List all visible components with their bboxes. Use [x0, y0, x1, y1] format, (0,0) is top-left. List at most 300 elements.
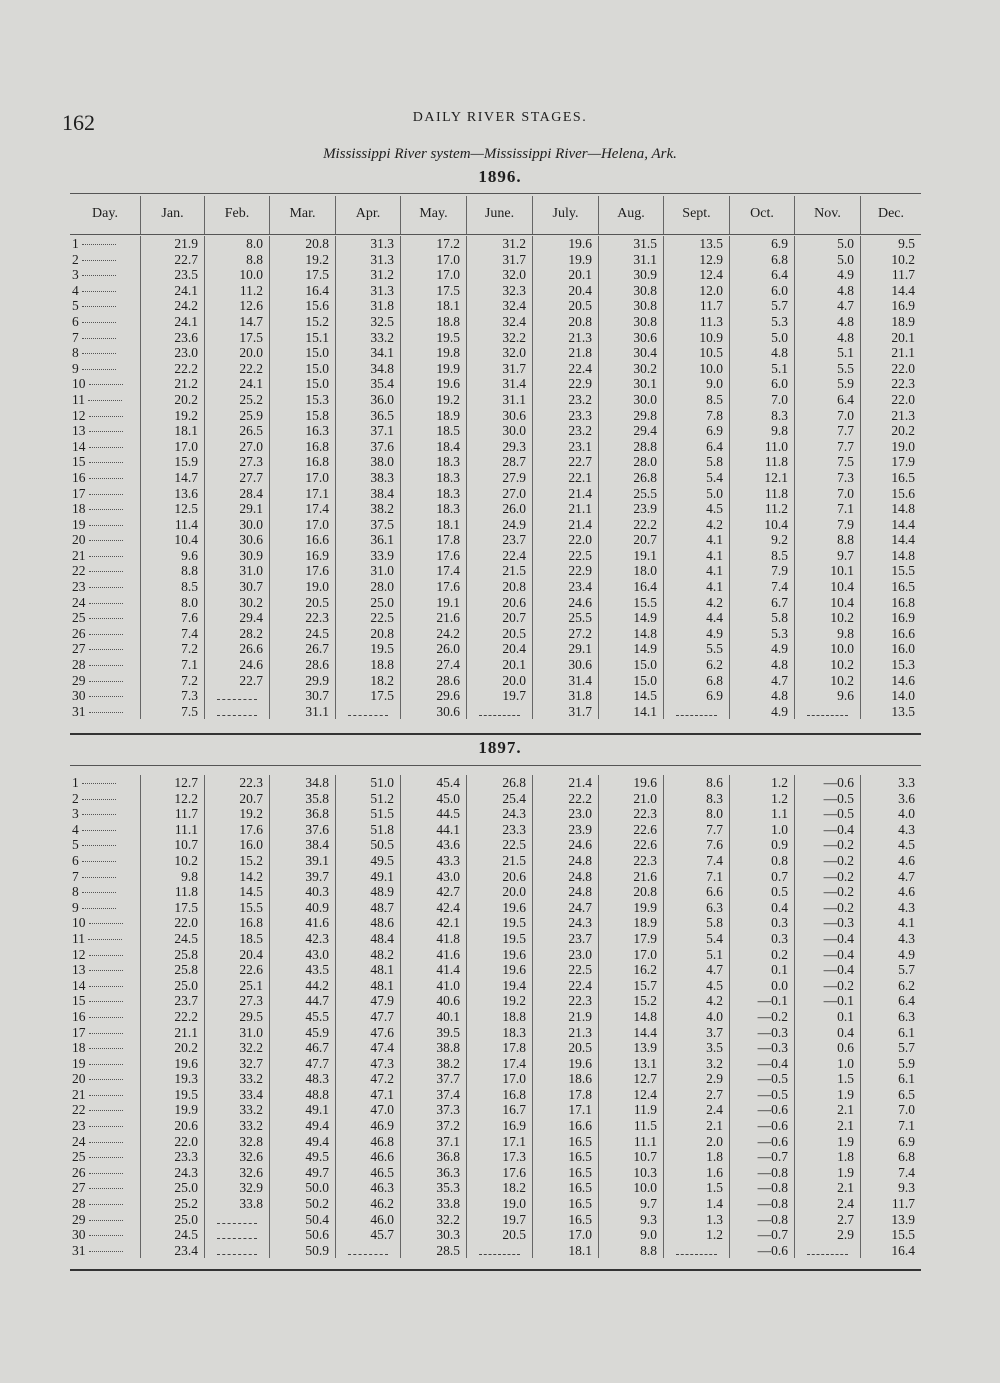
day-number: 10 — [72, 376, 86, 392]
stage-cell-sep: 8.6 — [663, 775, 729, 791]
table-row — [70, 236, 921, 252]
stage-cell-jul: 20.5 — [532, 1040, 598, 1056]
leader-dots — [89, 1142, 123, 1143]
stage-cell-aug: 10.7 — [598, 1149, 663, 1165]
stage-cell-mar: 45.5 — [269, 1009, 335, 1025]
stage-cell-feb: 19.2 — [204, 806, 269, 822]
table-bottom-rule — [70, 1269, 921, 1271]
stage-cell-sep: 12.4 — [663, 267, 729, 283]
day-number: 17 — [72, 485, 86, 501]
stage-cell-apr: 20.8 — [335, 626, 400, 642]
stage-cell-apr: 46.8 — [335, 1134, 400, 1150]
stage-cell-may: 39.5 — [400, 1025, 466, 1041]
stage-cell-jan: 7.3 — [140, 688, 204, 704]
blank-cell — [663, 1243, 729, 1259]
stage-cell-jun: 19.6 — [466, 962, 532, 978]
leader-dots — [89, 431, 123, 432]
stage-cell-jul: 24.8 — [532, 853, 598, 869]
leader-dots — [89, 1173, 123, 1174]
table-row — [70, 1165, 921, 1181]
stage-cell-sep: 8.0 — [663, 806, 729, 822]
day-cell — [70, 837, 140, 853]
stage-cell-jun: 22.5 — [466, 837, 532, 853]
stage-cell-oct: —0.6 — [729, 1243, 794, 1259]
day-number: 12 — [72, 407, 86, 423]
stage-cell-jan: 25.0 — [140, 978, 204, 994]
table-row — [70, 1040, 921, 1056]
stage-cell-mar: 20.8 — [269, 236, 335, 252]
column-header-feb: Feb. — [204, 196, 269, 234]
stage-cell-mar: 17.5 — [269, 267, 335, 283]
day-cell — [70, 900, 140, 916]
stage-cell-aug: 11.9 — [598, 1102, 663, 1118]
day-number: 14 — [72, 977, 86, 993]
leader-dots — [89, 1017, 123, 1018]
stage-cell-jan: 20.2 — [140, 1040, 204, 1056]
stage-cell-mar: 24.5 — [269, 626, 335, 642]
stage-cell-may: 43.3 — [400, 853, 466, 869]
day-cell — [70, 993, 140, 1009]
day-cell — [70, 517, 140, 533]
stage-cell-mar: 49.1 — [269, 1102, 335, 1118]
stage-cell-jul: 22.3 — [532, 993, 598, 1009]
stage-cell-jul: 22.4 — [532, 978, 598, 994]
leader-dots — [89, 494, 123, 495]
stage-cell-jul: 17.1 — [532, 1102, 598, 1118]
stage-cell-apr: 45.7 — [335, 1227, 400, 1243]
stage-cell-oct: —0.7 — [729, 1227, 794, 1243]
stage-cell-sep: 6.6 — [663, 884, 729, 900]
stage-cell-jun: 17.6 — [466, 1165, 532, 1181]
day-number: 14 — [72, 438, 86, 454]
day-cell — [70, 486, 140, 502]
leader-dots — [89, 649, 123, 650]
stage-cell-may: 18.3 — [400, 501, 466, 517]
blank-cell — [466, 704, 532, 720]
day-cell — [70, 314, 140, 330]
stage-cell-may: 24.2 — [400, 626, 466, 642]
day-number: 4 — [72, 821, 79, 837]
stage-cell-jan: 20.2 — [140, 392, 204, 408]
stage-cell-nov: 5.0 — [794, 236, 860, 252]
stage-cell-aug: 31.1 — [598, 252, 663, 268]
stage-cell-may: 30.3 — [400, 1227, 466, 1243]
stage-cell-nov: 2.1 — [794, 1102, 860, 1118]
stage-cell-jun: 32.3 — [466, 283, 532, 299]
stage-cell-dec: 14.0 — [860, 688, 921, 704]
table-row — [70, 563, 921, 579]
stage-cell-aug: 15.0 — [598, 657, 663, 673]
stage-cell-mar: 50.2 — [269, 1196, 335, 1212]
stage-cell-oct: 0.9 — [729, 837, 794, 853]
day-cell — [70, 1009, 140, 1025]
stage-cell-feb: 8.0 — [204, 236, 269, 252]
stage-cell-may: 19.9 — [400, 361, 466, 377]
stage-cell-jul: 30.6 — [532, 657, 598, 673]
stage-cell-jun: 20.6 — [466, 869, 532, 885]
stage-cell-mar: 17.1 — [269, 486, 335, 502]
table-row — [70, 595, 921, 611]
stage-cell-aug: 18.9 — [598, 915, 663, 931]
stage-cell-jan: 22.2 — [140, 1009, 204, 1025]
section-1897-top-rule — [70, 765, 921, 766]
stage-cell-dec: 16.8 — [860, 595, 921, 611]
stage-cell-mar: 31.1 — [269, 704, 335, 720]
stage-cell-feb: 32.6 — [204, 1165, 269, 1181]
stage-cell-aug: 22.6 — [598, 837, 663, 853]
stage-cell-jan: 10.4 — [140, 532, 204, 548]
stage-cell-jul: 23.9 — [532, 822, 598, 838]
stage-cell-nov: 10.4 — [794, 579, 860, 595]
stage-cell-may: 19.5 — [400, 330, 466, 346]
leader-dots — [82, 306, 116, 307]
stage-cell-aug: 17.9 — [598, 931, 663, 947]
stage-cell-sep: 4.1 — [663, 563, 729, 579]
stage-cell-oct: 0.3 — [729, 931, 794, 947]
stage-cell-sep: 6.4 — [663, 439, 729, 455]
stage-cell-jun: 20.0 — [466, 884, 532, 900]
stage-cell-jun: 26.0 — [466, 501, 532, 517]
stage-cell-sep: 2.4 — [663, 1102, 729, 1118]
stage-cell-nov: 7.5 — [794, 454, 860, 470]
day-cell — [70, 884, 140, 900]
stage-cell-oct: 4.8 — [729, 345, 794, 361]
stage-cell-jan: 10.2 — [140, 853, 204, 869]
stage-cell-mar: 15.1 — [269, 330, 335, 346]
stage-cell-mar: 17.0 — [269, 470, 335, 486]
stage-cell-aug: 31.5 — [598, 236, 663, 252]
leader-dots — [89, 556, 123, 557]
day-cell — [70, 853, 140, 869]
stage-cell-sep: 5.5 — [663, 641, 729, 657]
stage-cell-sep: 3.5 — [663, 1040, 729, 1056]
stage-cell-jul: 16.5 — [532, 1212, 598, 1228]
table-row — [70, 1243, 921, 1259]
stage-cell-nov: —0.4 — [794, 947, 860, 963]
stage-cell-aug: 29.8 — [598, 408, 663, 424]
stage-cell-apr: 46.6 — [335, 1149, 400, 1165]
stage-cell-aug: 22.3 — [598, 806, 663, 822]
stage-cell-aug: 30.2 — [598, 361, 663, 377]
day-number: 7 — [72, 868, 79, 884]
stage-cell-jan: 15.9 — [140, 454, 204, 470]
stage-cell-apr: 19.5 — [335, 641, 400, 657]
day-cell — [70, 641, 140, 657]
stage-cell-apr: 28.0 — [335, 579, 400, 595]
stage-cell-jun: 27.9 — [466, 470, 532, 486]
stage-cell-oct: 6.0 — [729, 283, 794, 299]
stage-cell-aug: 25.5 — [598, 486, 663, 502]
day-cell — [70, 1087, 140, 1103]
stage-cell-jul: 20.1 — [532, 267, 598, 283]
table-row — [70, 626, 921, 642]
stage-cell-oct: 6.9 — [729, 236, 794, 252]
stage-cell-dec: 6.3 — [860, 1009, 921, 1025]
stage-cell-feb: 16.8 — [204, 915, 269, 931]
stage-cell-may: 37.1 — [400, 1134, 466, 1150]
leader-dots — [89, 986, 123, 987]
table-row — [70, 806, 921, 822]
stage-cell-dec: 14.8 — [860, 501, 921, 517]
leader-dots — [88, 939, 122, 940]
stage-cell-mar: 45.9 — [269, 1025, 335, 1041]
stage-cell-oct: 6.8 — [729, 252, 794, 268]
stage-cell-feb: 17.6 — [204, 822, 269, 838]
stage-cell-nov: 1.9 — [794, 1165, 860, 1181]
stage-cell-nov: —0.2 — [794, 869, 860, 885]
stage-cell-jun: 19.0 — [466, 1196, 532, 1212]
leader-dots — [89, 540, 123, 541]
blank-cell — [466, 1243, 532, 1259]
stage-cell-nov: 9.8 — [794, 626, 860, 642]
stage-cell-may: 18.3 — [400, 454, 466, 470]
stage-cell-dec: 22.0 — [860, 392, 921, 408]
stage-cell-oct: 1.0 — [729, 822, 794, 838]
leader-dots — [89, 970, 123, 971]
stage-cell-feb: 12.6 — [204, 298, 269, 314]
leader-dots — [82, 338, 116, 339]
stage-cell-apr: 47.7 — [335, 1009, 400, 1025]
table-row — [70, 869, 921, 885]
stage-cell-mar: 19.2 — [269, 252, 335, 268]
table-row — [70, 501, 921, 517]
stage-cell-jan: 22.0 — [140, 915, 204, 931]
stage-cell-sep: 4.9 — [663, 626, 729, 642]
stage-cell-jan: 7.2 — [140, 673, 204, 689]
stage-cell-sep: 3.2 — [663, 1056, 729, 1072]
stage-cell-sep: 10.0 — [663, 361, 729, 377]
stage-cell-oct: —0.3 — [729, 1040, 794, 1056]
stage-cell-jun: 19.2 — [466, 993, 532, 1009]
header-bottom-rule — [70, 234, 921, 235]
stage-cell-nov: —0.1 — [794, 993, 860, 1009]
stage-cell-sep: 6.2 — [663, 657, 729, 673]
table-row — [70, 1149, 921, 1165]
day-cell — [70, 376, 140, 392]
stage-cell-jun: 32.4 — [466, 298, 532, 314]
stage-cell-jun: 29.3 — [466, 439, 532, 455]
stage-cell-jun: 16.7 — [466, 1102, 532, 1118]
stage-cell-dec: 7.1 — [860, 1118, 921, 1134]
stage-cell-apr: 49.5 — [335, 853, 400, 869]
stage-cell-apr: 31.3 — [335, 236, 400, 252]
stage-cell-apr: 31.8 — [335, 298, 400, 314]
stage-cell-feb: 24.6 — [204, 657, 269, 673]
stage-cell-feb: 22.2 — [204, 361, 269, 377]
stage-cell-aug: 18.0 — [598, 563, 663, 579]
stage-cell-mar: 17.6 — [269, 563, 335, 579]
table-row — [70, 641, 921, 657]
stage-cell-jan: 19.3 — [140, 1071, 204, 1087]
stage-cell-aug: 12.7 — [598, 1071, 663, 1087]
stage-cell-nov: 9.7 — [794, 548, 860, 564]
stage-cell-may: 17.8 — [400, 532, 466, 548]
day-number: 15 — [72, 454, 86, 470]
stage-cell-may: 42.7 — [400, 884, 466, 900]
leader-dots — [89, 1048, 123, 1049]
stage-cell-feb: 33.2 — [204, 1102, 269, 1118]
stage-cell-feb: 30.2 — [204, 595, 269, 611]
blank-cell — [204, 688, 269, 704]
leader-dots — [89, 1235, 123, 1236]
stage-cell-jul: 22.0 — [532, 532, 598, 548]
leader-dots — [89, 1220, 123, 1221]
table-row — [70, 931, 921, 947]
stage-cell-may: 21.6 — [400, 610, 466, 626]
stage-cell-jun: 20.0 — [466, 673, 532, 689]
stage-cell-aug: 14.1 — [598, 704, 663, 720]
day-cell — [70, 915, 140, 931]
day-number: 13 — [72, 962, 86, 978]
stage-cell-jun: 20.5 — [466, 626, 532, 642]
table-row — [70, 1180, 921, 1196]
stage-cell-sep: 4.0 — [663, 1009, 729, 1025]
stage-cell-oct: 5.8 — [729, 610, 794, 626]
table-row — [70, 1134, 921, 1150]
stage-cell-apr: 47.2 — [335, 1071, 400, 1087]
stage-cell-mar: 16.6 — [269, 532, 335, 548]
stage-cell-oct: —0.2 — [729, 1009, 794, 1025]
stage-cell-feb: 32.6 — [204, 1149, 269, 1165]
table-row — [70, 657, 921, 673]
day-cell — [70, 548, 140, 564]
stage-cell-apr: 48.2 — [335, 947, 400, 963]
stage-cell-apr: 46.3 — [335, 1180, 400, 1196]
stage-cell-aug: 23.9 — [598, 501, 663, 517]
stage-cell-jul: 23.2 — [532, 423, 598, 439]
stage-cell-aug: 11.5 — [598, 1118, 663, 1134]
table-row — [70, 884, 921, 900]
stage-cell-nov: 10.2 — [794, 673, 860, 689]
stage-cell-dec: 15.5 — [860, 1227, 921, 1243]
day-number: 17 — [72, 1024, 86, 1040]
stage-cell-nov: 7.7 — [794, 439, 860, 455]
stage-cell-jul: 22.9 — [532, 376, 598, 392]
day-number: 5 — [72, 837, 79, 853]
stage-cell-apr: 32.5 — [335, 314, 400, 330]
stage-cell-jan: 23.6 — [140, 330, 204, 346]
stage-cell-may: 43.0 — [400, 869, 466, 885]
stage-cell-jul: 20.5 — [532, 298, 598, 314]
stage-cell-apr: 51.5 — [335, 806, 400, 822]
stage-cell-nov: 5.9 — [794, 376, 860, 392]
stage-cell-jun: 23.7 — [466, 532, 532, 548]
stage-cell-dec: 18.9 — [860, 314, 921, 330]
stage-cell-nov: 7.0 — [794, 486, 860, 502]
day-number: 7 — [72, 329, 79, 345]
stage-cell-jan: 11.8 — [140, 884, 204, 900]
stage-cell-dec: 16.4 — [860, 1243, 921, 1259]
stage-cell-aug: 14.8 — [598, 1009, 663, 1025]
day-cell — [70, 947, 140, 963]
stage-cell-jul: 17.0 — [532, 1227, 598, 1243]
day-number: 5 — [72, 298, 79, 314]
stage-cell-jun: 23.3 — [466, 822, 532, 838]
stage-cell-sep: 4.2 — [663, 517, 729, 533]
stage-cell-oct: 5.0 — [729, 330, 794, 346]
stage-cell-oct: —0.6 — [729, 1118, 794, 1134]
stage-cell-oct: 6.7 — [729, 595, 794, 611]
table-row — [70, 1025, 921, 1041]
stage-cell-aug: 15.5 — [598, 595, 663, 611]
stage-cell-jul: 23.3 — [532, 408, 598, 424]
stage-cell-feb: 32.8 — [204, 1134, 269, 1150]
stage-cell-dec: 16.0 — [860, 641, 921, 657]
stage-cell-mar: 40.9 — [269, 900, 335, 916]
table-row — [70, 532, 921, 548]
stage-cell-sep: 12.0 — [663, 283, 729, 299]
stage-cell-dec: 4.6 — [860, 853, 921, 869]
stage-cell-feb: 29.4 — [204, 610, 269, 626]
table-row — [70, 376, 921, 392]
stage-cell-nov: 4.9 — [794, 267, 860, 283]
stage-cell-jan: 8.8 — [140, 563, 204, 579]
stage-cell-dec: 14.4 — [860, 283, 921, 299]
stage-cell-mar: 17.4 — [269, 501, 335, 517]
stage-cell-feb: 20.4 — [204, 947, 269, 963]
stage-cell-dec: 21.3 — [860, 408, 921, 424]
day-number: 9 — [72, 899, 79, 915]
stage-cell-jan: 19.6 — [140, 1056, 204, 1072]
day-cell — [70, 822, 140, 838]
day-cell — [70, 688, 140, 704]
stage-cell-oct: 11.2 — [729, 501, 794, 517]
stage-cell-oct: 7.9 — [729, 563, 794, 579]
stage-cell-dec: 15.6 — [860, 486, 921, 502]
stage-cell-jan: 21.2 — [140, 376, 204, 392]
leader-dots — [89, 1251, 123, 1252]
stage-cell-jan: 7.4 — [140, 626, 204, 642]
stage-cell-aug: 22.2 — [598, 517, 663, 533]
stage-cell-nov: 2.1 — [794, 1118, 860, 1134]
stage-cell-oct: 4.9 — [729, 704, 794, 720]
table-row — [70, 579, 921, 595]
stage-cell-nov: —0.2 — [794, 900, 860, 916]
stage-cell-oct: 9.2 — [729, 532, 794, 548]
stage-cell-sep: 4.2 — [663, 595, 729, 611]
stage-cell-aug: 21.6 — [598, 869, 663, 885]
stage-cell-feb: 22.7 — [204, 673, 269, 689]
day-cell — [70, 626, 140, 642]
leader-dots — [89, 1095, 123, 1096]
stage-cell-apr: 35.4 — [335, 376, 400, 392]
stage-cell-jun: 18.3 — [466, 1025, 532, 1041]
stage-cell-aug: 17.0 — [598, 947, 663, 963]
table-row — [70, 439, 921, 455]
stage-cell-oct: —0.4 — [729, 1056, 794, 1072]
stage-cell-nov: 1.0 — [794, 1056, 860, 1072]
stage-cell-sep: 9.0 — [663, 376, 729, 392]
stage-cell-nov: 0.6 — [794, 1040, 860, 1056]
stage-cell-oct: 6.0 — [729, 376, 794, 392]
stage-cell-feb: 24.1 — [204, 376, 269, 392]
stage-cell-oct: —0.7 — [729, 1149, 794, 1165]
stage-cell-jan: 17.0 — [140, 439, 204, 455]
stage-cell-dec: 14.6 — [860, 673, 921, 689]
stage-cell-may: 18.8 — [400, 314, 466, 330]
stage-cell-nov: 4.7 — [794, 298, 860, 314]
stage-cell-apr: 51.2 — [335, 791, 400, 807]
stage-cell-nov: 7.0 — [794, 408, 860, 424]
stage-cell-oct: 4.8 — [729, 657, 794, 673]
leader-dots — [89, 587, 123, 588]
stage-cell-jan: 22.7 — [140, 252, 204, 268]
stage-cell-mar: 16.3 — [269, 423, 335, 439]
stage-cell-dec: 11.7 — [860, 1196, 921, 1212]
day-cell — [70, 298, 140, 314]
stage-cell-apr: 47.6 — [335, 1025, 400, 1041]
stage-cell-mar: 44.2 — [269, 978, 335, 994]
